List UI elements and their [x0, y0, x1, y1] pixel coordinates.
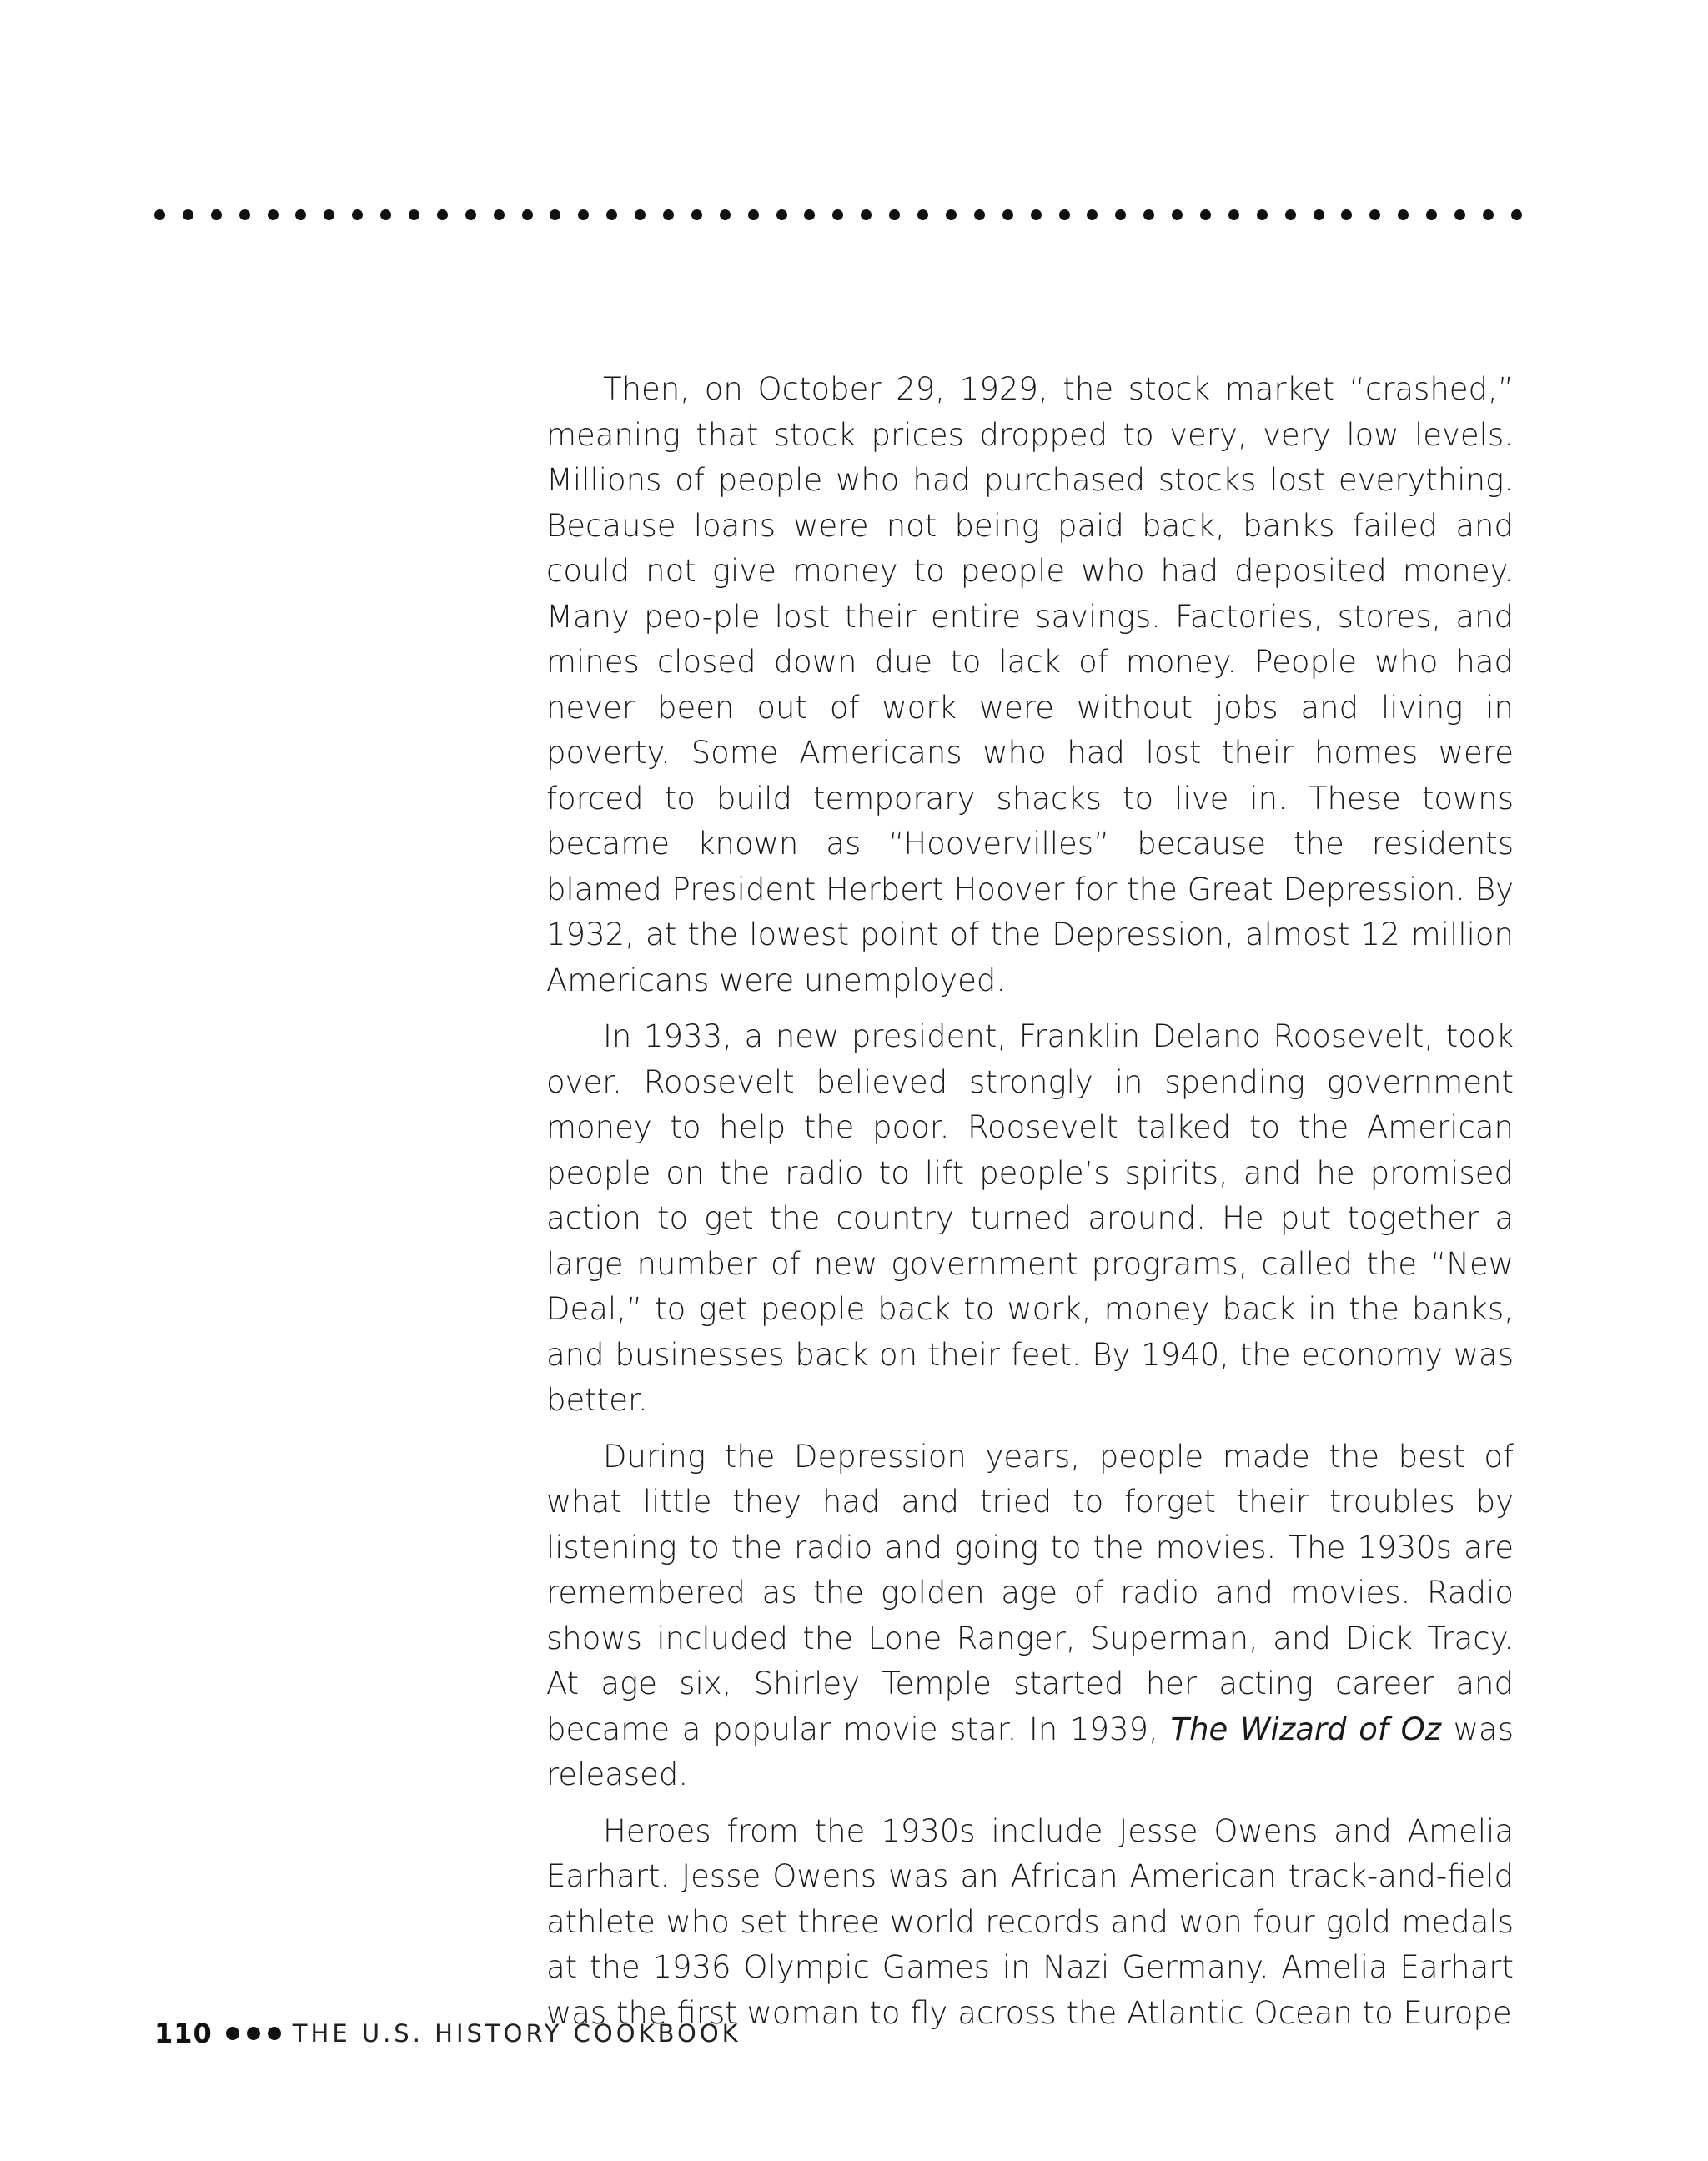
running-book-title: THE U.S. HISTORY COOKBOOK — [292, 2019, 741, 2048]
rule-dot — [494, 209, 505, 220]
rule-dot — [1087, 209, 1098, 220]
rule-dot — [183, 209, 193, 220]
rule-dot — [1369, 209, 1380, 220]
rule-dot — [889, 209, 900, 220]
rule-dot — [437, 209, 448, 220]
rule-dot — [324, 209, 334, 220]
rule-dot — [1341, 209, 1352, 220]
rule-dot — [917, 209, 928, 220]
footer-dots-ornament — [226, 2027, 281, 2040]
rule-dot — [1115, 209, 1126, 220]
rule-dot — [1511, 209, 1522, 220]
rule-dot — [1228, 209, 1239, 220]
rule-dot — [1454, 209, 1465, 220]
rule-dot — [550, 209, 560, 220]
paragraph-radio-text-start: During the Depression years, people made the best of what little they had and tried to forget their troubles by listening to the radio and going to the movies. The 1930s are remembered as the golden age of radio and movies. Radio shows included the Lone Ranger, Superman, and Dick Tracy. At age six, Shirley Temple started her acting career and became a popular movie star. In 1939, — [546, 1438, 1514, 1747]
paragraph-radio-and-movies — [546, 1435, 1514, 1798]
rule-dot — [1143, 209, 1154, 220]
page-number: 110 — [154, 2018, 213, 2049]
rule-dot — [663, 209, 674, 220]
paragraph-heroes: Heroes from the 1930s include Jesse Owens and Amelia Earhart. Jesse Owens was an African American track-and-field athlete who set three world records and won four gold medals at the 1936 Olympic Games in Nazi Germany. Amelia Earhart was the first woman to fly across the Atlantic Ocean to Europe — [546, 1812, 1514, 2031]
rule-dot — [691, 209, 702, 220]
rule-dot — [522, 209, 533, 220]
rule-dot — [832, 209, 843, 220]
body-text — [546, 367, 1514, 2036]
rule-dot — [1172, 209, 1183, 220]
rule-dot — [239, 209, 250, 220]
paragraph-new-deal: In 1933, a new president, Franklin Delano Roosevelt, took over. Roosevelt believed strongly in spending government money to help the poor. Roosevelt talked to the American people on the radio to lift people’s spirits, and he promised action to get the country turned around. He put together a large number of new government programs, called the “New Deal,” to get people back to work, money back in the banks, and businesses back on their feet. By 1940, the economy was better. — [546, 1018, 1514, 1418]
rule-dot — [776, 209, 787, 220]
rule-dot — [635, 209, 646, 220]
rule-dot — [861, 209, 872, 220]
rule-dot — [578, 209, 589, 220]
rule-dot — [409, 209, 419, 220]
rule-dot — [946, 209, 957, 220]
rule-dot — [211, 209, 222, 220]
rule-dot — [1059, 209, 1070, 220]
footer-dot — [268, 2027, 281, 2040]
rule-dot — [465, 209, 476, 220]
rule-dot — [1314, 209, 1324, 220]
rule-dot — [804, 209, 815, 220]
paragraph-radio-text-end: was released. — [546, 1711, 1514, 1792]
rule-dot — [720, 209, 731, 220]
rule-dot — [1426, 209, 1437, 220]
rule-dot — [1257, 209, 1268, 220]
rule-dot — [268, 209, 279, 220]
film-title-italic: The Wizard of Oz — [1170, 1711, 1442, 1747]
rule-dot — [1483, 209, 1494, 220]
rule-dot — [748, 209, 759, 220]
rule-dot — [1031, 209, 1042, 220]
rule-dot — [154, 209, 165, 220]
paragraph-stock-market-crash: Then, on October 29, 1929, the stock market “crashed,” meaning that stock prices dropped to very, very low levels. Millions of people who had purchased stocks lost everything. Because loans were not being paid back, banks failed and could not give money to people who had deposited money. Many peo-ple lost their entire savings. Factories, stores, and mines closed down due to lack of money. People who had never been out of work were without jobs and living in poverty. Some Americans who had lost their homes were forced to build temporary shacks to live in. These towns became known as “Hoovervilles” because the residents blamed President Herbert Hoover for the Great Depression. By 1932, at the lowest point of the Depression, almost 12 million Americans were unemployed. — [546, 371, 1514, 998]
rule-dot — [380, 209, 391, 220]
page-footer — [154, 2017, 741, 2050]
rule-dot — [974, 209, 985, 220]
rule-dot — [1285, 209, 1296, 220]
rule-dot — [295, 209, 306, 220]
footer-dot — [247, 2027, 260, 2040]
dotted-rule-divider — [154, 206, 1522, 223]
footer-dot — [226, 2027, 239, 2040]
rule-dot — [1200, 209, 1211, 220]
rule-dot — [352, 209, 363, 220]
rule-dot — [1398, 209, 1409, 220]
rule-dot — [1002, 209, 1013, 220]
rule-dot — [606, 209, 617, 220]
